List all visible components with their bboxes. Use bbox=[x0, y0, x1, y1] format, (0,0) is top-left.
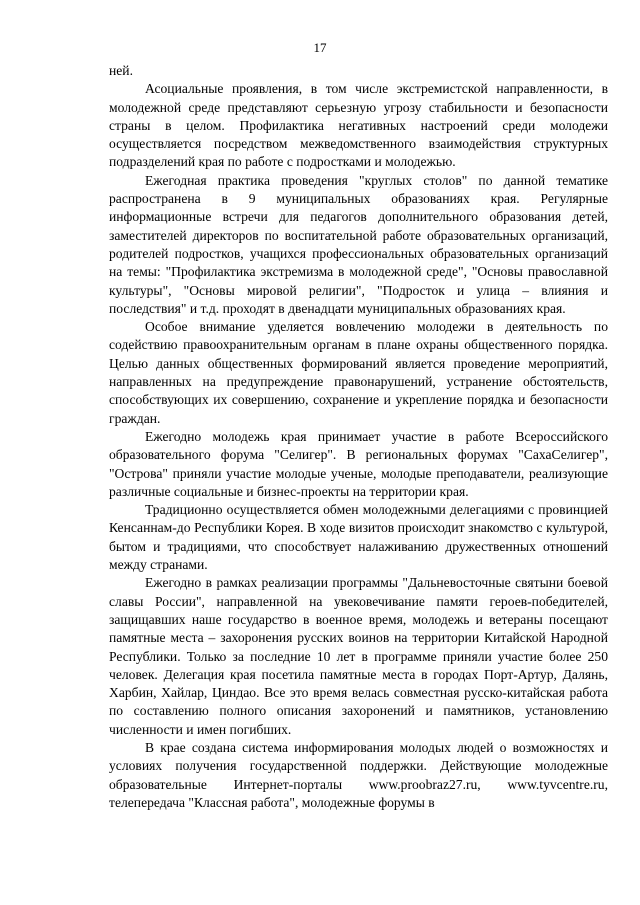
paragraph-information-system: В крае создана система информирования молодых людей о возможностях и условиях получения государственной поддержки. Действующие молодежные образовательные Интернет-порталы www.proobraz27.ru, www.tyvcentre.ru, телепередача "Классная работа", молодежные форумы в bbox=[109, 739, 608, 810]
paragraph-asocial: Асоциальные проявления, в том числе экстремистской направленности, в молодежной среде представляют серьезную угрозу стабильности и безопасности страны в целом. Профилактика негативных настроений среди молодежи осуществляется посредством межведомственного взаимодействия структурных подразделений края по работе с подростками и молодежью. bbox=[109, 81, 608, 170]
paragraph-shrines-program: Ежегодно в рамках реализации программы "Дальневосточные святыни боевой славы России", направленной на увековечивание памяти героев-победителей, защищавших наше государство в военное время, молодежь и ветераны посещают памятные места – захоронения русских воинов на территории Китайской Народной Республики. Только за последние 10 лет в программе приняли участие более 250 человек. Делегация края посетила памятные места в городах Порт-Артур, Далянь, Харбин, Хайлар, Циндао. Все это время велась совместная русско-китайская работа по составлению полного описания захоронений и памятников, установлению численности и имен погибших. bbox=[109, 575, 608, 737]
paragraph-seliger: Ежегодно молодежь края принимает участие в работе Всероссийского образовательного форума "Селигер". В региональных форумах "СахаСелигер", "Острова" приняли участие молодые ученые, молодые преподаватели, реализующие различные социальные и бизнес-проекты на территории края. bbox=[109, 428, 608, 499]
page-number: 17 bbox=[313, 40, 327, 55]
paragraph-continuation: ней. bbox=[109, 63, 133, 78]
paragraph-korea-exchange: Традиционно осуществляется обмен молодежными делегациями с провинцией Кенсаннам-до Республики Корея. В ходе визитов происходит знакомство с культурой, бытом и традициями, что способствует налаживанию дружественных отношений между странами. bbox=[109, 502, 608, 573]
paragraph-law-enforcement: Особое внимание уделяется вовлечению молодежи в деятельность по содействию правоохранительным органам в плане охраны общественного порядка. Целью данных общественных формирований является проведение мероприятий, направленных на предупреждение правонарушений, устранение обстоятельств, способствующих их совершению, сохранение и укрепление порядка и безопасности граждан. bbox=[109, 319, 608, 426]
paragraph-round-tables: Ежегодная практика проведения "круглых столов" по данной тематике распространена в 9 муниципальных образованиях края. Регулярные информационные встречи для педагогов дополнительного образования детей, заместителей директоров по воспитательной работе образовательных организаций, родителей подростков, учащихся профессиональных образовательных организаций на темы: "Профилактика экстремизма в молодежной среде", "Основы православной культуры", "Основы мировой религии", "Подросток и улица – влияния и последствия" и т.д. проходят в двенадцати муниципальных образованиях края. bbox=[109, 172, 608, 316]
document-body bbox=[109, 62, 608, 812]
